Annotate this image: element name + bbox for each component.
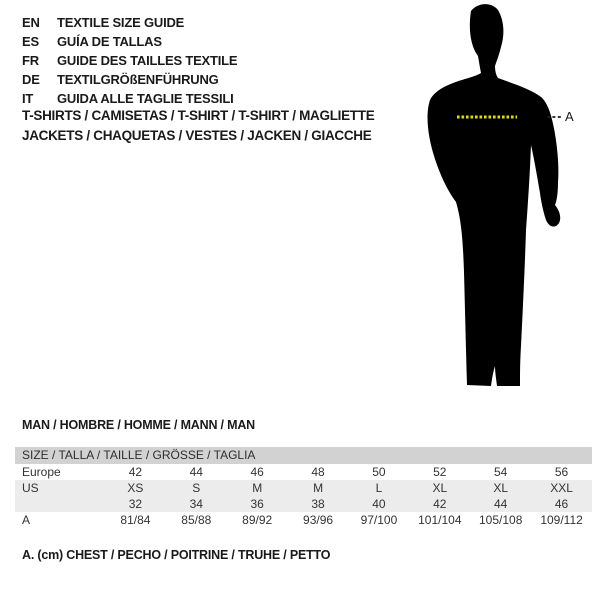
size-cell: 44 [189,465,203,479]
language-code: FR [22,53,39,68]
size-cell: S [192,481,201,495]
language-row-de [22,70,237,89]
size-cell: XL [432,481,448,495]
size-cell: XS [127,481,144,495]
size-cell: 93/96 [303,513,334,527]
size-cell: 44 [494,497,508,511]
footnote-chest: A. (cm) CHEST / PECHO / POITRINE / TRUHE / PETTO [22,548,331,562]
language-row-fr [22,51,237,70]
language-code: ES [22,34,39,49]
language-code: DE [22,72,40,87]
size-row-label [15,496,105,512]
measure-label-a: A [565,109,574,124]
size-cell: 48 [311,465,325,479]
size-cell: 101/104 [418,513,462,527]
section-title-man: MAN / HOMBRE / HOMME / MANN / MAN [22,418,255,432]
size-cell: 50 [372,465,386,479]
size-cell: 34 [189,497,203,511]
language-label: TEXTILE SIZE GUIDE [57,15,185,30]
size-row-us [15,480,592,496]
size-cell: 97/100 [360,513,398,527]
man-silhouette [410,0,590,400]
language-row-it [22,89,237,108]
size-cell: 54 [494,465,508,479]
size-cell: 109/112 [540,513,583,527]
size-row-numeric [15,496,592,512]
size-cell: 56 [554,465,569,479]
size-cell: M [252,481,263,495]
size-cell: 40 [372,497,386,511]
language-list [22,13,237,108]
size-row-label: Europe [22,465,61,479]
size-cell: 105/108 [478,513,523,527]
language-label: GUIDE DES TAILLES TEXTILE [57,53,238,68]
language-row-es [22,32,237,51]
category-line-jackets: JACKETS / CHAQUETAS / VESTES / JACKEN / GIACCHE [22,128,372,143]
size-cell: 42 [433,497,447,511]
category-line-tshirts: T-SHIRTS / CAMISETAS / T-SHIRT / T-SHIRT / MAGLIETTE [22,108,375,123]
size-cell: 42 [128,465,143,479]
size-row-label: A [22,513,31,527]
size-cell: 81/84 [120,513,151,527]
size-cell: 85/88 [181,513,212,527]
size-table-header: SIZE / TALLA / TAILLE / GRÖSSE / TAGLIA [15,447,592,464]
size-cell: XL [493,481,509,495]
language-label: TEXTILGRÖßENFÜHRUNG [57,72,219,87]
size-cell: 46 [554,497,569,511]
size-table [15,447,592,528]
man-silhouette-path [428,4,561,386]
size-cell: M [313,481,324,495]
size-cell: 32 [128,497,143,511]
size-cell: 46 [250,465,264,479]
size-cell: 89/92 [242,513,273,527]
size-row-chest-a [15,512,592,528]
language-code: EN [22,15,40,30]
language-code: IT [22,91,34,106]
size-cell: L [375,481,383,495]
size-row-label: US [22,481,39,495]
size-cell: 36 [250,497,264,511]
size-row-europe [15,464,592,480]
language-label: GUIDA ALLE TAGLIE TESSILI [57,91,234,106]
language-row-en [22,13,237,32]
size-cell: XXL [550,481,573,495]
language-label: GUÍA DE TALLAS [57,34,162,49]
size-cell: 38 [311,497,325,511]
size-cell: 52 [433,465,447,479]
